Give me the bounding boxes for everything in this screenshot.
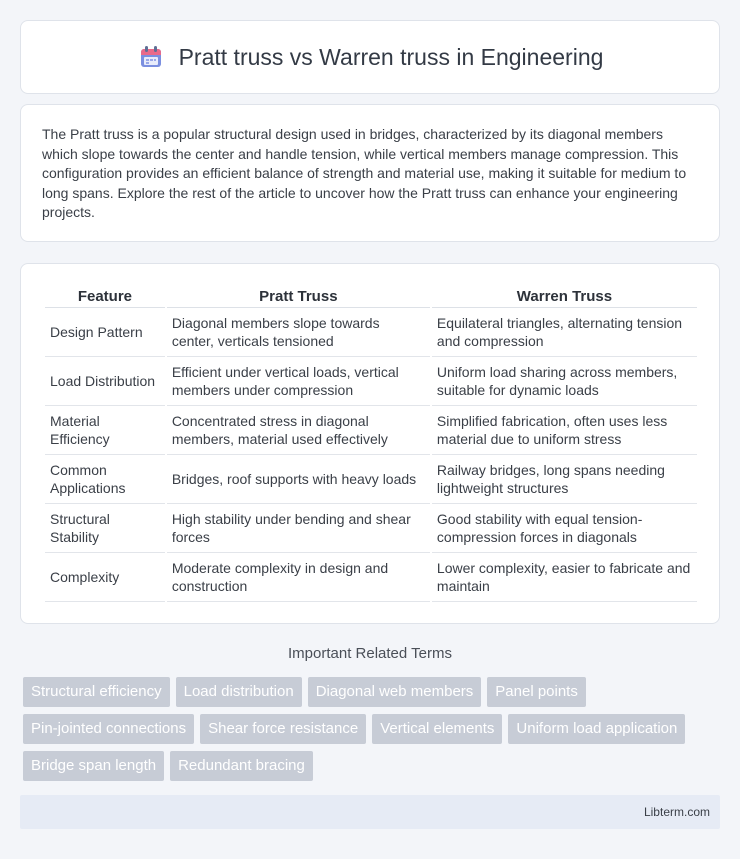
comparison-table-card: [20, 263, 720, 624]
warren-cell: Uniform load sharing across members, suitable for dynamic loads: [432, 357, 697, 406]
feature-cell: Complexity: [45, 553, 165, 602]
related-term-tag[interactable]: Redundant bracing: [170, 751, 313, 781]
table-row: [45, 504, 697, 553]
related-terms-list: [23, 677, 723, 781]
related-term-tag[interactable]: Vertical elements: [372, 714, 502, 744]
related-terms-title: Important Related Terms: [288, 645, 452, 662]
pratt-cell: Diagonal members slope towards center, verticals tensioned: [167, 308, 430, 357]
warren-cell: Railway bridges, long spans needing lightweight structures: [432, 455, 697, 504]
feature-cell: Common Applications: [45, 455, 165, 504]
footer-brand-link[interactable]: Libterm.com: [643, 805, 710, 819]
table-row: [45, 406, 697, 455]
column-header-pratt: Pratt Truss: [167, 284, 430, 308]
pratt-cell: Concentrated stress in diagonal members, material used effectively: [167, 406, 430, 455]
table-row: [45, 357, 697, 406]
pratt-cell: Moderate complexity in design and construction: [167, 553, 430, 602]
related-term-tag[interactable]: Bridge span length: [23, 751, 164, 781]
related-term-tag[interactable]: Panel points: [487, 677, 586, 707]
warren-cell: Simplified fabrication, often uses less material due to uniform stress: [432, 406, 697, 455]
intro-text: The Pratt truss is a popular structural design used in bridges, characterized by its diagonal members which slope towards the center and handle tension, while vertical members manage compression. This configuration provides an efficient balance of strength and material use, making it suitable for medium to long spans. Explore the rest of the article to uncover how the Pratt truss can enhance your engineering projects.: [42, 126, 687, 221]
table-header-row: [45, 284, 697, 308]
table-row: [45, 455, 697, 504]
feature-cell: Material Efficiency: [45, 406, 165, 455]
related-term-tag[interactable]: Load distribution: [176, 677, 302, 707]
table-row: [45, 553, 697, 602]
calendar-icon: [137, 43, 165, 71]
pratt-cell: High stability under bending and shear forces: [167, 504, 430, 553]
related-term-tag[interactable]: Pin-jointed connections: [23, 714, 194, 744]
feature-cell: Design Pattern: [45, 308, 165, 357]
feature-cell: Structural Stability: [45, 504, 165, 553]
column-header-feature: Feature: [45, 284, 165, 308]
related-term-tag[interactable]: Diagonal web members: [308, 677, 482, 707]
intro-card: [20, 104, 720, 242]
column-header-warren: Warren Truss: [432, 284, 697, 308]
warren-cell: Good stability with equal tension-compression forces in diagonals: [432, 504, 697, 553]
related-term-tag[interactable]: Uniform load application: [508, 714, 685, 744]
header-card: [20, 20, 720, 94]
comparison-table: [43, 284, 699, 602]
warren-cell: Equilateral triangles, alternating tension and compression: [432, 308, 697, 357]
page-title: Pratt truss vs Warren truss in Engineering: [178, 43, 604, 70]
table-row: [45, 308, 697, 357]
related-term-tag[interactable]: Shear force resistance: [200, 714, 366, 744]
footer: [20, 795, 720, 829]
warren-cell: Lower complexity, easier to fabricate and maintain: [432, 553, 697, 602]
pratt-cell: Bridges, roof supports with heavy loads: [167, 455, 430, 504]
pratt-cell: Efficient under vertical loads, vertical members under compression: [167, 357, 430, 406]
related-term-tag[interactable]: Structural efficiency: [23, 677, 170, 707]
feature-cell: Load Distribution: [45, 357, 165, 406]
